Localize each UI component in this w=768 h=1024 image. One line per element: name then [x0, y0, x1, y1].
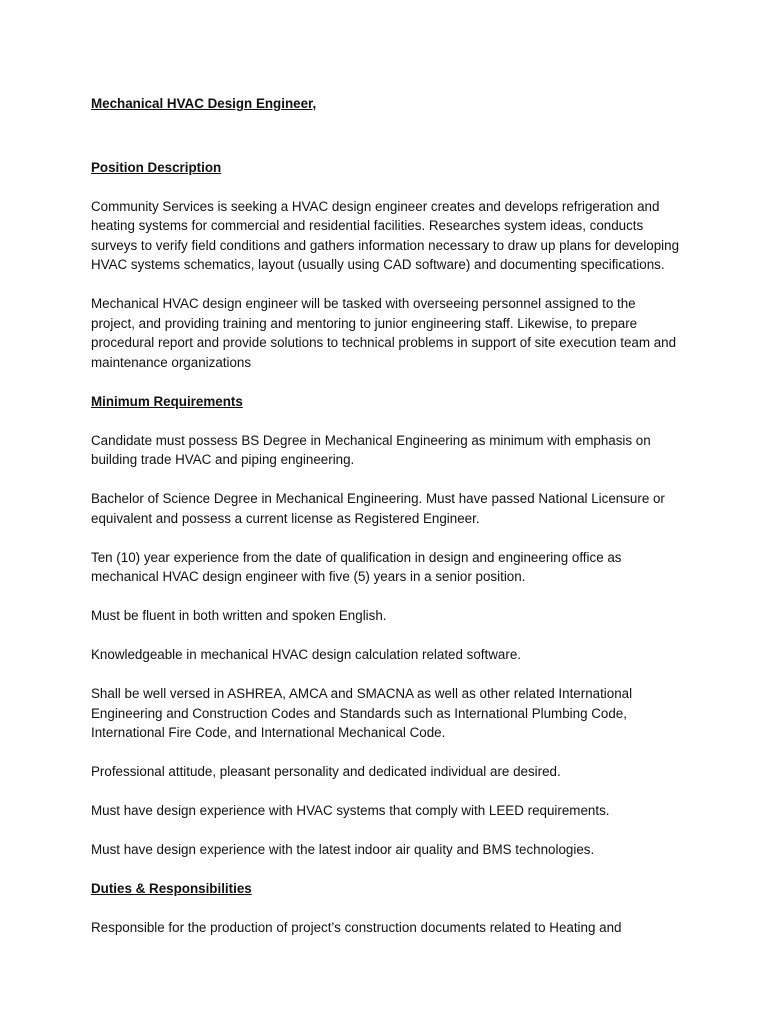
document-body [91, 94, 681, 957]
paragraph: Professional attitude, pleasant personality and dedicated individual are desired. [91, 764, 561, 779]
paragraph: Ten (10) year experience from the date of qualification in design and engineering office as mechanical HVAC design engineer with five (5) years in a senior position. [91, 549, 622, 584]
paragraph: Shall be well versed in ASHREA, AMCA and SMACNA as well as other related International Engineering and Construction Codes and Standards such as International Plumbing Code, International Fire Code, and International Mechanical Code. [91, 686, 633, 740]
paragraph: Responsible for the production of project’s construction documents related to Heating and [91, 920, 622, 935]
paragraph: Must be fluent in both written and spoken English. [91, 608, 387, 623]
section-heading-position-description: Position Description [91, 159, 222, 175]
section-heading-duties-responsibilities: Duties & Responsibilities [91, 881, 252, 896]
paragraph: Bachelor of Science Degree in Mechanical Engineering. Must have passed National Licensure or equivalent and possess a current license as Registered Engineer. [91, 491, 665, 526]
paragraph: Candidate must possess BS Degree in Mechanical Engineering as minimum with emphasis on building trade HVAC and piping engineering. [91, 432, 651, 467]
paragraph: Knowledgeable in mechanical HVAC design calculation related software. [91, 647, 521, 662]
paragraph: Must have design experience with HVAC systems that comply with LEED requirements. [91, 803, 610, 818]
document-title: Mechanical HVAC Design Engineer, [91, 96, 317, 111]
paragraph: Mechanical HVAC design engineer will be tasked with overseeing personnel assigned to the project, and providing training and mentoring to junior engineering staff. Likewise, to prepare procedural report and provide solutions to technical problems in support of site execution team and maintenance organizations [91, 296, 677, 370]
section-heading-minimum-requirements: Minimum Requirements [91, 393, 243, 409]
paragraph: Must have design experience with the latest indoor air quality and BMS technologies. [91, 842, 595, 857]
paragraph: Community Services is seeking a HVAC design engineer creates and develops refrigeration and heating systems for commercial and residential facilities. Researches system ideas, conducts surveys to verify field conditions and gathers information necessary to draw up plans for developing HVAC systems schematics, layout (usually using CAD software) and documenting specifications. [91, 198, 680, 272]
